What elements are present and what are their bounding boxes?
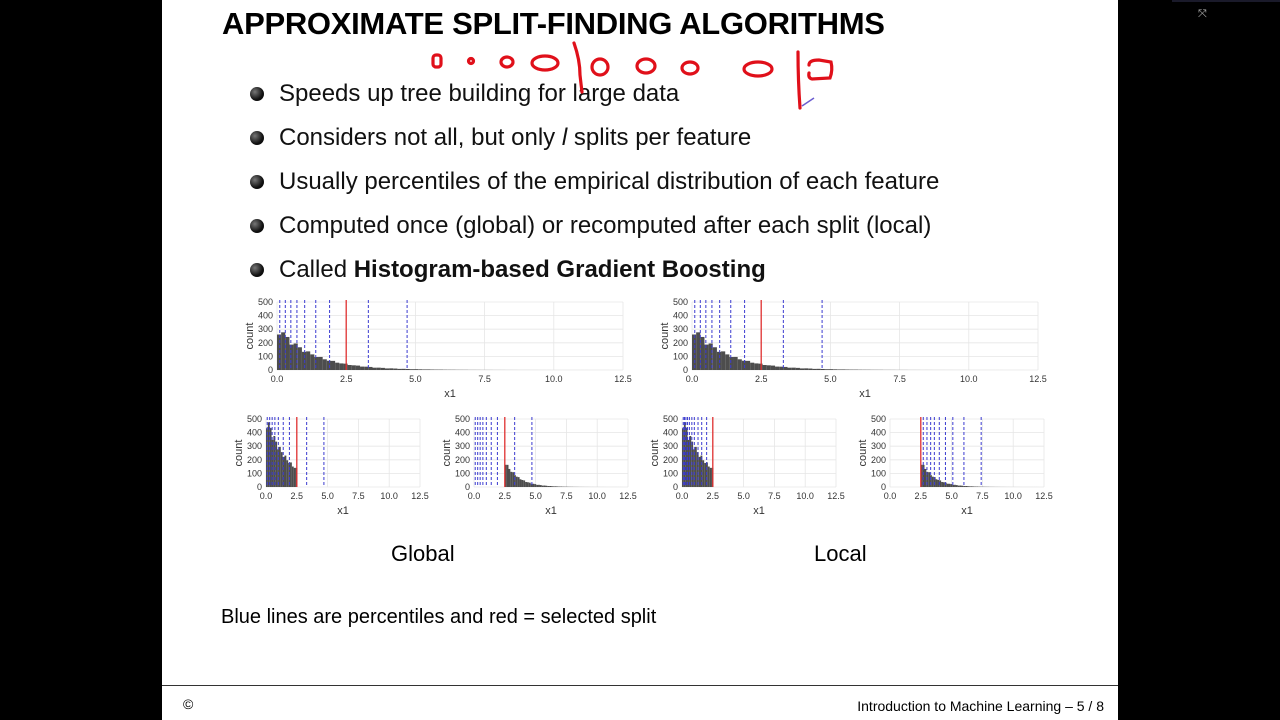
x-tick-label: 5.0 — [321, 491, 334, 501]
y-tick-label: 300 — [870, 441, 886, 452]
histogram-bar — [928, 472, 930, 487]
ink-mark — [532, 56, 558, 70]
x-tick-label: 10.0 — [380, 491, 398, 501]
y-tick-label: 100 — [246, 468, 262, 479]
histogram-bar — [319, 357, 323, 370]
histogram-bar — [779, 367, 783, 370]
histogram-bar — [289, 345, 293, 370]
histogram-bar — [738, 359, 742, 370]
histogram-bar — [837, 369, 841, 370]
x-tick-label: 2.5 — [290, 491, 304, 501]
histogram-bar — [389, 368, 393, 370]
histogram-bar — [734, 357, 738, 370]
histogram-bar — [817, 369, 821, 370]
y-tick-label: 500 — [870, 414, 886, 424]
x-tick-label: 7.5 — [768, 491, 781, 501]
x-tick-label: 12.5 — [614, 374, 632, 384]
histogram-bar — [742, 361, 746, 370]
histogram-bar — [512, 472, 514, 487]
ink-mark — [802, 98, 814, 106]
histogram-bar — [284, 456, 286, 487]
ink-mark — [501, 57, 513, 67]
x-tick-label: 10.0 — [796, 491, 814, 501]
histogram-bar — [292, 467, 294, 487]
histogram-bar — [960, 486, 962, 487]
y-tick-label: 100 — [257, 351, 273, 362]
x-tick-label: 2.5 — [498, 491, 512, 501]
histogram-bar — [692, 335, 696, 370]
bullet-math-l: l — [561, 124, 568, 151]
histogram-bar — [372, 368, 376, 370]
bullet-text: Computed once (global) or recomputed after each split (local) — [279, 212, 932, 239]
histogram-bar — [717, 352, 721, 370]
ink-mark — [682, 62, 698, 74]
histogram-bar — [534, 484, 536, 487]
histogram-bar — [956, 485, 958, 487]
x-tick-label: 12.5 — [1035, 491, 1053, 501]
x-tick-label: 0.0 — [270, 374, 284, 384]
x-tick-label: 5.0 — [529, 491, 542, 501]
histogram-bar — [306, 351, 310, 370]
histogram-bar — [523, 480, 525, 487]
histogram-bar — [285, 337, 289, 370]
histogram-bar — [947, 484, 949, 487]
histogram-bar — [796, 368, 800, 370]
histogram-bar — [286, 460, 288, 487]
histogram-bar — [426, 369, 430, 370]
y-tick-label: 200 — [454, 454, 470, 465]
bullet-text: Speeds up tree building for large data — [279, 80, 680, 107]
y-tick-label: 400 — [870, 427, 886, 438]
footer-page: 5 / 8 — [1076, 698, 1104, 714]
bullet-text: Usually percentiles of the empirical distribution of each feature — [279, 168, 940, 195]
histogram-bar — [932, 477, 934, 487]
histogram-bar — [393, 369, 397, 370]
histogram-bar — [536, 485, 538, 487]
histogram-bar — [331, 361, 335, 370]
histogram-bar — [294, 468, 296, 487]
x-axis-label: x1 — [753, 505, 765, 517]
histogram-bar — [702, 460, 704, 487]
histogram-bar — [700, 337, 704, 370]
y-tick-label: 100 — [662, 468, 678, 479]
histogram-bar — [348, 365, 352, 370]
x-tick-label: 12.5 — [619, 491, 637, 501]
x-tick-label: 5.0 — [409, 374, 422, 384]
histogram-bar — [969, 486, 971, 487]
histogram-bar — [941, 482, 943, 487]
histogram-bar — [521, 480, 523, 487]
histogram-bar — [949, 484, 951, 487]
histogram-bar — [775, 367, 779, 370]
expand-icon[interactable]: ⤧ — [1198, 8, 1207, 20]
y-tick-label: 500 — [672, 297, 688, 307]
histogram-bar — [277, 335, 281, 370]
histogram-bar — [696, 332, 700, 370]
histogram-bar — [352, 365, 356, 370]
histogram-bar — [538, 485, 540, 487]
histogram-bar — [936, 479, 938, 487]
y-tick-label: 300 — [257, 324, 273, 335]
histogram-bar — [360, 367, 364, 370]
histogram-bar — [783, 367, 787, 370]
histogram-bar — [525, 482, 527, 487]
x-tick-label: 0.0 — [883, 491, 897, 501]
y-tick-label: 200 — [257, 337, 273, 348]
label-global: Global — [391, 541, 455, 566]
ink-mark — [592, 59, 608, 75]
histogram-bar — [310, 354, 314, 370]
plot-panel — [890, 419, 1044, 487]
histogram-bar — [695, 447, 697, 487]
copyright-mark: © — [183, 696, 194, 712]
x-tick-label: 12.5 — [1029, 374, 1047, 384]
histogram-bar — [967, 486, 969, 487]
histogram-bar — [958, 486, 960, 487]
histogram-bar — [943, 482, 945, 487]
y-tick-label: 0 — [682, 365, 688, 375]
y-tick-label: 0 — [267, 365, 273, 375]
histogram-bar — [971, 486, 973, 487]
histogram-bar — [699, 457, 701, 487]
x-tick-label: 10.0 — [960, 374, 978, 384]
histogram-bar — [339, 363, 343, 370]
histogram-bar — [275, 442, 277, 487]
ink-mark — [744, 62, 772, 76]
histogram-bar — [527, 482, 529, 487]
y-tick-label: 100 — [454, 468, 470, 479]
histogram-bar — [963, 486, 965, 487]
histogram-bar — [356, 366, 360, 370]
y-tick-label: 500 — [257, 297, 273, 307]
label-local: Local — [814, 541, 867, 566]
histogram-bar — [725, 354, 729, 370]
y-tick-label: 400 — [454, 427, 470, 438]
histogram-bar — [758, 364, 762, 370]
histogram-bar — [377, 368, 381, 370]
histogram-bar — [704, 463, 706, 487]
histogram-bar — [314, 357, 318, 370]
histogram-bar — [364, 367, 368, 370]
y-tick-label: 0 — [880, 482, 886, 492]
histogram-bar — [533, 484, 535, 487]
x-tick-label: 5.0 — [737, 491, 750, 501]
y-tick-label: 300 — [662, 441, 678, 452]
histogram-bar — [841, 369, 845, 370]
histogram-bar — [729, 357, 733, 370]
histogram-bar — [713, 347, 717, 370]
y-tick-label: 500 — [246, 414, 262, 424]
histogram-bar — [553, 486, 555, 487]
histogram-bar — [800, 368, 804, 370]
y-tick-label: 200 — [870, 454, 886, 465]
histogram-bar — [833, 369, 837, 370]
y-tick-label: 400 — [672, 310, 688, 321]
y-axis-label: count — [659, 322, 671, 350]
histogram-bar — [279, 447, 281, 487]
histogram-bar — [547, 486, 549, 487]
histogram-bar — [518, 477, 520, 487]
y-tick-label: 100 — [870, 468, 886, 479]
histogram-bar — [973, 486, 975, 487]
histogram-bar — [746, 361, 750, 370]
histogram-bar — [804, 368, 808, 370]
x-tick-label: 0.0 — [675, 491, 689, 501]
y-tick-label: 400 — [257, 310, 273, 321]
histogram-bar — [385, 368, 389, 370]
histogram-bar — [510, 472, 512, 487]
histogram-bar — [704, 345, 708, 370]
bullet-bold: Histogram-based Gradient Boosting — [353, 256, 766, 283]
histogram-bar — [710, 468, 712, 487]
caption: Blue lines are percentiles and red = selected split — [221, 606, 657, 628]
histogram-bar — [767, 365, 771, 370]
y-tick-label: 300 — [454, 441, 470, 452]
histogram-bar — [961, 486, 963, 487]
bullet-text-start: Considers not all, but only — [279, 124, 562, 151]
x-tick-label: 2.5 — [706, 491, 720, 501]
histogram-bar — [542, 486, 544, 487]
histogram-bar — [406, 369, 410, 370]
histogram-bar — [950, 484, 952, 487]
histogram-bar — [825, 369, 829, 370]
x-tick-label: 0.0 — [685, 374, 699, 384]
y-tick-label: 0 — [672, 482, 678, 492]
x-axis-label: x1 — [444, 388, 456, 400]
histogram-bar — [281, 332, 285, 370]
histogram-bar — [750, 363, 754, 370]
histogram-bar — [754, 363, 758, 370]
y-tick-label: 400 — [246, 427, 262, 438]
slide-title: APPROXIMATE SPLIT-FINDING ALGORITHMS — [222, 6, 885, 41]
histogram-bar — [327, 361, 331, 370]
x-tick-label: 5.0 — [824, 374, 837, 384]
x-tick-label: 10.0 — [1004, 491, 1022, 501]
histogram-bar — [808, 369, 812, 370]
plot-panel — [277, 302, 623, 370]
histogram-bar — [402, 369, 406, 370]
x-tick-label: 10.0 — [588, 491, 606, 501]
y-tick-label: 400 — [662, 427, 678, 438]
x-axis-label: x1 — [545, 505, 557, 517]
histogram-bar — [414, 369, 418, 370]
histogram-bar — [821, 369, 825, 370]
y-tick-label: 200 — [662, 454, 678, 465]
histogram-bar — [721, 351, 725, 370]
histogram-bar — [965, 486, 967, 487]
ink-mark — [637, 59, 655, 73]
histogram-bar — [290, 462, 292, 487]
x-tick-label: 0.0 — [259, 491, 273, 501]
x-tick-label: 5.0 — [945, 491, 958, 501]
histogram-bar — [410, 369, 414, 370]
histogram-bar — [763, 365, 767, 370]
histogram-bar — [281, 452, 283, 487]
ink-mark — [433, 55, 441, 67]
y-tick-label: 500 — [454, 414, 470, 424]
x-tick-label: 2.5 — [754, 374, 768, 384]
histogram-bar — [771, 366, 775, 370]
histogram-bar — [952, 485, 954, 487]
bullet-text-end: splits per feature — [567, 124, 752, 151]
histogram-bar — [812, 369, 816, 370]
histogram-bar — [422, 369, 426, 370]
histogram-bar — [792, 368, 796, 370]
histogram-bar — [516, 477, 518, 487]
footer-info — [857, 698, 1104, 714]
slide — [162, 0, 1118, 720]
x-axis-label: x1 — [961, 505, 973, 517]
x-axis-label: x1 — [859, 388, 871, 400]
histogram-bar — [544, 486, 546, 487]
histogram-bar — [549, 486, 551, 487]
y-tick-label: 300 — [672, 324, 688, 335]
histogram-bar — [298, 347, 302, 370]
y-axis-label: count — [441, 439, 453, 467]
histogram-bar — [551, 486, 553, 487]
bullet-text-start: Called — [279, 256, 354, 283]
histogram-bar — [323, 359, 327, 370]
histogram-bar — [514, 475, 516, 487]
x-tick-label: 12.5 — [827, 491, 845, 501]
y-axis-label: count — [244, 322, 256, 350]
histogram-bar — [540, 485, 542, 487]
histogram-bar — [508, 469, 510, 487]
y-tick-label: 300 — [246, 441, 262, 452]
ink-mark — [809, 60, 832, 79]
x-tick-label: 0.0 — [467, 491, 481, 501]
y-tick-label: 200 — [672, 337, 688, 348]
y-axis-label: count — [857, 439, 869, 467]
histogram-bar — [529, 483, 531, 487]
x-tick-label: 2.5 — [339, 374, 353, 384]
ink-mark — [574, 43, 582, 92]
ink-mark — [798, 52, 800, 108]
histogram-bar — [520, 479, 522, 487]
histogram-bar — [507, 465, 509, 487]
footer-rule — [162, 685, 1118, 686]
footer-course: Introduction to Machine Learning — [857, 698, 1062, 714]
histogram-bar — [343, 364, 347, 370]
histogram-bar — [557, 486, 559, 487]
y-tick-label: 200 — [246, 454, 262, 465]
ink-mark — [469, 59, 474, 64]
histogram-bar — [302, 352, 306, 370]
histogram-bar — [930, 475, 932, 487]
histogram-bar — [368, 367, 372, 370]
histogram-bar — [954, 485, 956, 487]
histogram-bar — [381, 368, 385, 370]
x-tick-label: 7.5 — [352, 491, 365, 501]
y-tick-label: 0 — [256, 482, 262, 492]
x-axis-label: x1 — [337, 505, 349, 517]
histogram-bar — [418, 369, 422, 370]
x-tick-label: 7.5 — [893, 374, 906, 384]
histogram-bar — [924, 469, 926, 487]
x-tick-label: 7.5 — [478, 374, 491, 384]
y-axis-label: count — [233, 439, 245, 467]
y-tick-label: 0 — [464, 482, 470, 492]
window-edge — [1172, 0, 1280, 2]
histogram-bar — [545, 486, 547, 487]
histogram-bar — [397, 369, 401, 370]
x-tick-label: 7.5 — [560, 491, 573, 501]
x-tick-label: 12.5 — [411, 491, 429, 501]
y-tick-label: 500 — [662, 414, 678, 424]
x-tick-label: 7.5 — [976, 491, 989, 501]
y-axis-label: count — [649, 439, 661, 467]
footer-separator: – — [1065, 698, 1073, 714]
x-tick-label: 2.5 — [914, 491, 928, 501]
y-tick-label: 100 — [672, 351, 688, 362]
histogram-bar — [555, 486, 557, 487]
histogram-bar — [335, 363, 339, 370]
pen-annotations — [162, 0, 1118, 130]
x-tick-label: 10.0 — [545, 374, 563, 384]
plot-panel — [692, 302, 1038, 370]
histogram-bar — [787, 368, 791, 370]
histogram-bar — [708, 467, 710, 487]
histogram-bar — [829, 369, 833, 370]
